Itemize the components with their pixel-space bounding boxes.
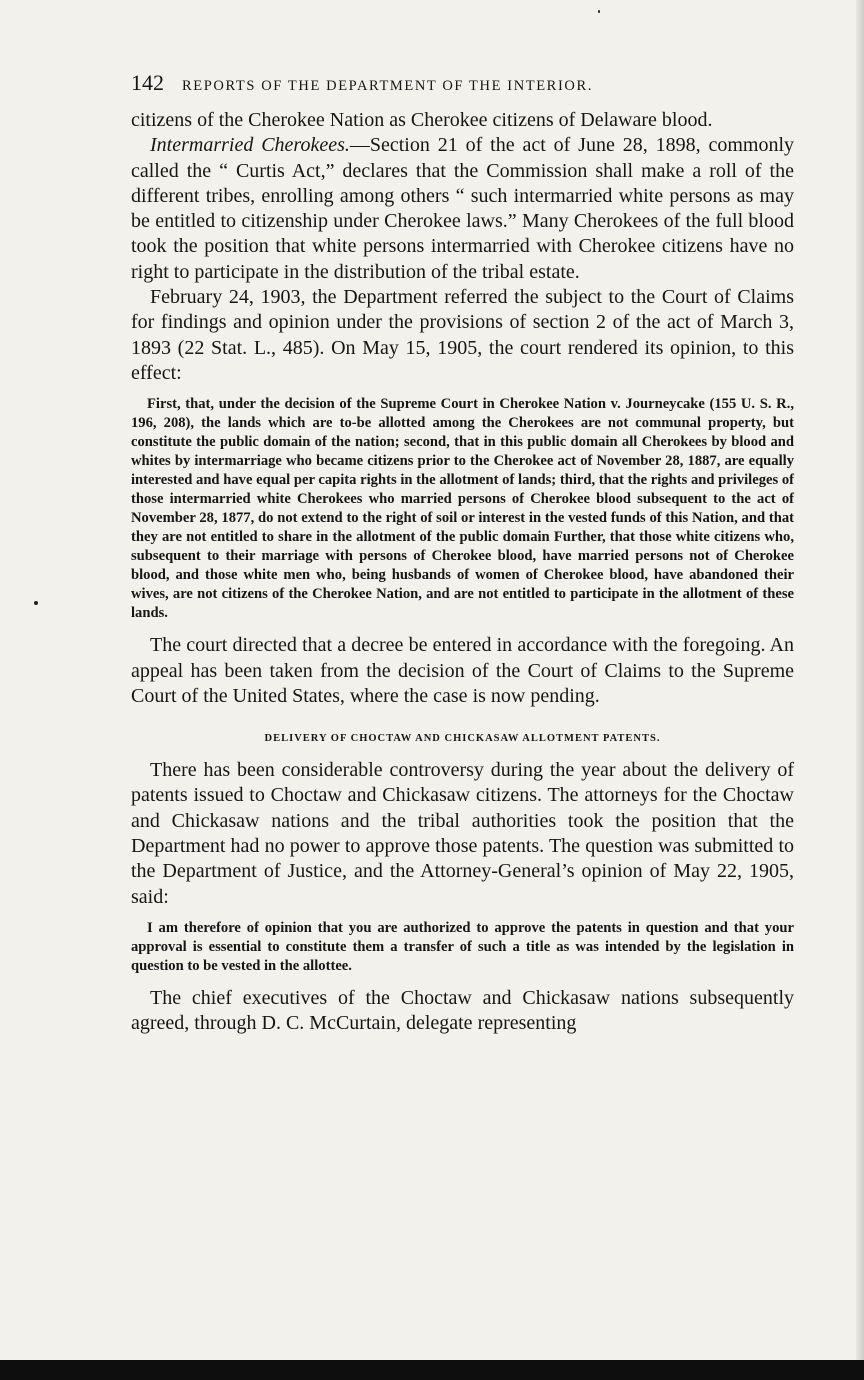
paragraph-intermarried-text: —Section 21 of the act of June 28, 1898, commonly called the “ Curtis Act,” declares that the Commission shall make a roll of the different tribes, enrolling among others “ such intermarried white persons as may be entitled to citizenship under Cherokee laws.” Many Cherokees of the full blood took the position that white persons intermarried with Cherokee citizens have no right to participate in the distribution of the tribal estate. (131, 134, 794, 283)
paragraph-controversy: There has been considerable controversy during the year about the delivery of patents issued to Choctaw and Chickasaw citizens. The attorneys for the Choctaw and Chickasaw nations and the tribal authorities took the position that the Department had no power to approve those patents. The question was submitted to the Department of Justice, and the Attorney-General’s opinion of May 22, 1905, said: (131, 759, 794, 908)
paragraph-decree: The court directed that a decree be entered in accordance with the foregoing. An appeal has been taken from the decision of the Court of Claims to the Supreme Court of the United States, where the case is now pending. (131, 634, 794, 707)
page-number: 142 (131, 70, 164, 95)
paragraph-side-heading: Intermarried Cherokees. (150, 134, 350, 157)
paragraph-continued: citizens of the Cherokee Nation as Cherokee citizens of Delaware blood. (131, 109, 713, 131)
page-edge-bottom (0, 1360, 864, 1380)
attorney-general-quote: I am therefore of opinion that you are authorized to approve the patents in question and that your approval is essential to constitute them a transfer of such a title as was intended by the legislation in question to be vested in the allottee. (131, 919, 794, 974)
section-heading: DELIVERY OF CHOCTAW AND CHICKASAW ALLOTMENT PATENTS. (264, 733, 661, 745)
running-head: REPORTS OF THE DEPARTMENT OF THE INTERIOR. (182, 78, 593, 94)
court-opinion-quote: First, that, under the decision of the Supreme Court in Cherokee Nation v. Journeycake (155 U. S. R., 196, 208), the lands which are to-be allotted among the Cherokees are not communal property, but constitute the public domain of the nation; second, that in this public domain all Cherokees by blood and whites by intermarriage who became citizens prior to the Cherokee act of November 28, 1887, are equally interested and have equal per capita rights in the allotment of lands; third, that the rights and privileges of those intermarried white Cherokees who married persons of Cherokee blood subsequent to the act of November 28, 1877, do not extend to the right of soil or interest in the vested funds of this Nation, and that they are not entitled to share in the allotment of the public domain Further, that those white citizens who, subsequent to their marriage with persons of Cherokee blood, have married persons not of Cherokee blood, and those white men who, being husbands of women of Cherokee blood, have abandoned their wives, are not citizens of the Cherokee Nation, and are not entitled to participate in the allotment of these lands. (131, 396, 794, 622)
print-speck (34, 601, 38, 605)
paragraph-intermarried (131, 133, 794, 285)
page-edge-right (856, 0, 864, 1366)
page-content (131, 70, 794, 1037)
page-header (131, 70, 794, 108)
print-speck (598, 10, 600, 13)
paragraph-court-referral: February 24, 1903, the Department referred the subject to the Court of Claims for findings and opinion under the provisions of section 2 of the act of March 3, 1893 (22 Stat. L., 485). On May 15, 1905, the court rendered its opinion, to this effect: (131, 286, 794, 384)
paragraph-executives: The chief executives of the Choctaw and Chickasaw nations subsequently agreed, through D. C. McCurtain, delegate representing (131, 986, 794, 1035)
